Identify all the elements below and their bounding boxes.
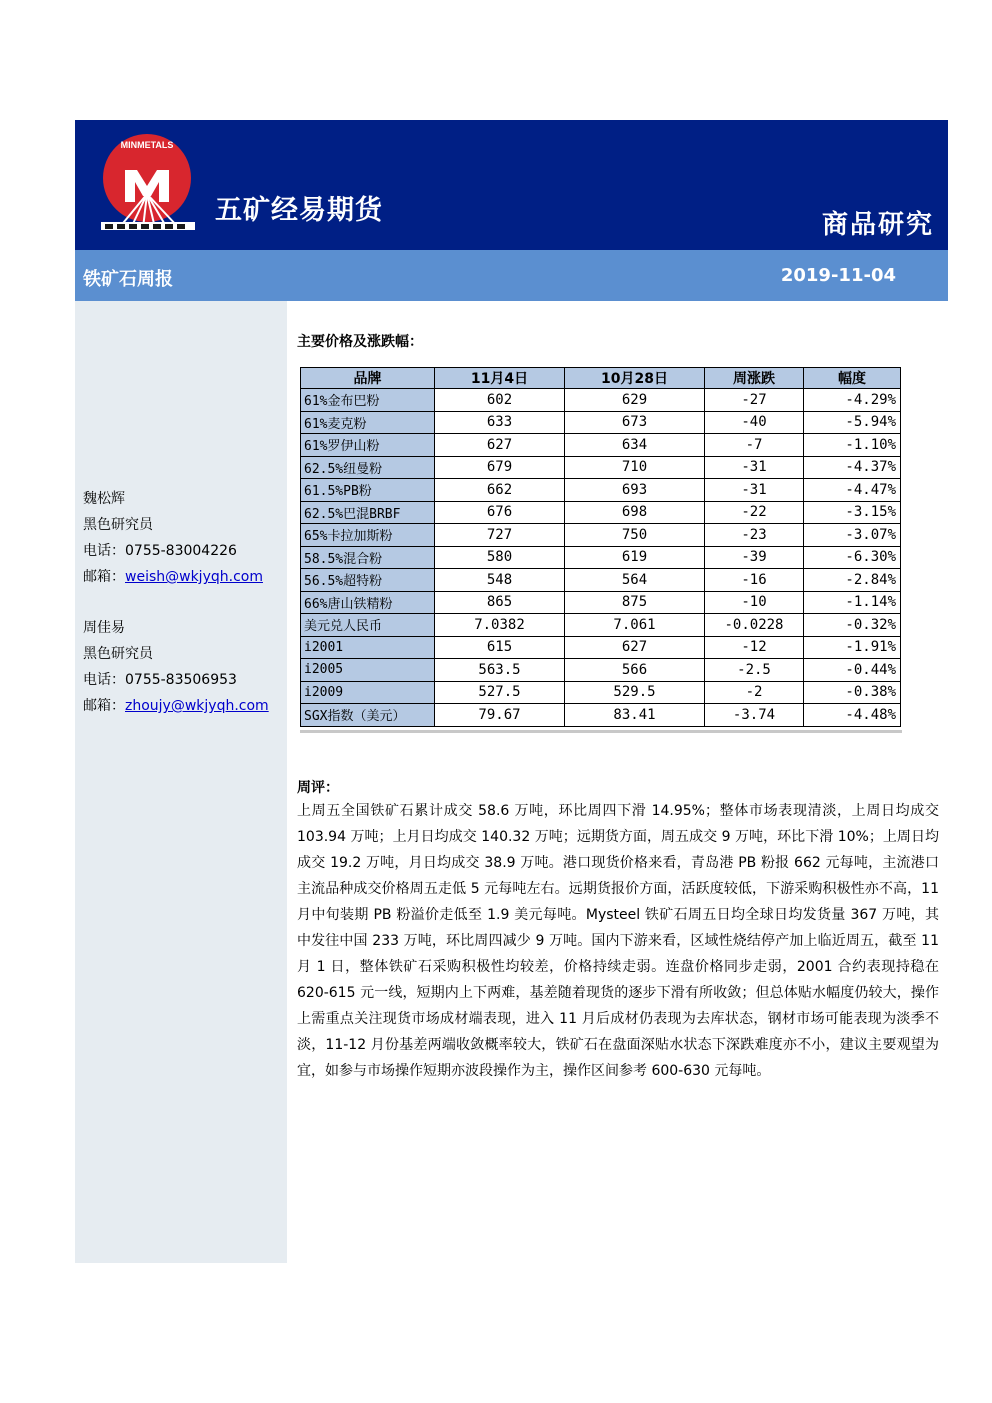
brand-name: 五矿经易期货 <box>215 195 383 226</box>
value-cell: 566 <box>565 659 705 682</box>
value-cell: 548 <box>435 569 565 592</box>
value-cell: -31 <box>705 456 804 479</box>
section-title: 商品研究 <box>821 210 934 240</box>
value-cell: 679 <box>435 456 565 479</box>
value-cell: 865 <box>435 591 565 614</box>
value-cell: 619 <box>565 546 705 569</box>
product-name-cell: 62.5%巴混BRBF <box>301 501 435 524</box>
value-cell: -4.47% <box>804 479 901 502</box>
value-cell: 627 <box>435 434 565 457</box>
minmetals-logo-icon <box>99 130 199 236</box>
value-cell: -1.10% <box>804 434 901 457</box>
table-row <box>301 591 901 614</box>
column-header: 幅度 <box>804 368 901 389</box>
value-cell: 634 <box>565 434 705 457</box>
value-cell: 875 <box>565 591 705 614</box>
value-cell: 627 <box>565 636 705 659</box>
table-row <box>301 681 901 704</box>
report-date: 2019-11-04 <box>780 265 896 286</box>
analyst-name: 周佳易 <box>83 620 125 636</box>
report-bar <box>75 250 948 301</box>
value-cell: -1.91% <box>804 636 901 659</box>
value-cell: -27 <box>705 389 804 412</box>
analyst-email-row <box>83 564 263 590</box>
value-cell: 629 <box>565 389 705 412</box>
product-name-cell: 61%罗伊山粉 <box>301 434 435 457</box>
table-row <box>301 704 901 727</box>
value-cell: 710 <box>565 456 705 479</box>
value-cell: 79.67 <box>435 704 565 727</box>
product-name-cell: 61.5%PB粉 <box>301 479 435 502</box>
analyst-role: 黑色研究员 <box>83 646 153 662</box>
email-label: 邮箱： <box>83 698 125 714</box>
column-header: 10月28日 <box>565 368 705 389</box>
product-name-cell: 62.5%纽曼粉 <box>301 456 435 479</box>
value-cell: -4.48% <box>804 704 901 727</box>
value-cell: -16 <box>705 569 804 592</box>
product-name-cell: 56.5%超特粉 <box>301 569 435 592</box>
table-row <box>301 411 901 434</box>
analyst-email-link[interactable]: weish@wkjyqh.com <box>125 569 263 585</box>
value-cell: -2.84% <box>804 569 901 592</box>
analyst-card <box>83 486 263 590</box>
value-cell: 7.061 <box>565 614 705 637</box>
value-cell: 615 <box>435 636 565 659</box>
value-cell: 7.0382 <box>435 614 565 637</box>
value-cell: 564 <box>565 569 705 592</box>
table-row <box>301 456 901 479</box>
value-cell: -5.94% <box>804 411 901 434</box>
email-label: 邮箱： <box>83 569 125 585</box>
value-cell: -2 <box>705 681 804 704</box>
value-cell: 750 <box>565 524 705 547</box>
table-row <box>301 659 901 682</box>
value-cell: -0.44% <box>804 659 901 682</box>
value-cell: 563.5 <box>435 659 565 682</box>
value-cell: -23 <box>705 524 804 547</box>
value-cell: -4.37% <box>804 456 901 479</box>
product-name-cell: i2009 <box>301 681 435 704</box>
value-cell: -4.29% <box>804 389 901 412</box>
value-cell: 698 <box>565 501 705 524</box>
table-row <box>301 569 901 592</box>
analyst-name: 魏松辉 <box>83 491 125 507</box>
value-cell: 633 <box>435 411 565 434</box>
value-cell: -7 <box>705 434 804 457</box>
value-cell: -22 <box>705 501 804 524</box>
table-row <box>301 524 901 547</box>
value-cell: -3.07% <box>804 524 901 547</box>
analyst-phone: 电话：0755-83506953 <box>83 672 237 688</box>
analyst-email-row <box>83 693 269 719</box>
value-cell: -10 <box>705 591 804 614</box>
value-cell: -31 <box>705 479 804 502</box>
value-cell: 529.5 <box>565 681 705 704</box>
product-name-cell: 66%唐山铁精粉 <box>301 591 435 614</box>
value-cell: -39 <box>705 546 804 569</box>
value-cell: -40 <box>705 411 804 434</box>
value-cell: -6.30% <box>804 546 901 569</box>
value-cell: 673 <box>565 411 705 434</box>
table-row <box>301 614 901 637</box>
price-table <box>300 367 901 727</box>
price-table-title: 主要价格及涨跌幅： <box>297 334 423 350</box>
product-name-cell: i2005 <box>301 659 435 682</box>
product-name-cell: SGX指数（美元） <box>301 704 435 727</box>
value-cell: 83.41 <box>565 704 705 727</box>
value-cell: -3.74 <box>705 704 804 727</box>
value-cell: -0.38% <box>804 681 901 704</box>
column-header: 周涨跌 <box>705 368 804 389</box>
value-cell: -2.5 <box>705 659 804 682</box>
value-cell: 693 <box>565 479 705 502</box>
value-cell: 662 <box>435 479 565 502</box>
table-row <box>301 389 901 412</box>
analyst-phone: 电话：0755-83004226 <box>83 543 237 559</box>
table-row <box>301 501 901 524</box>
value-cell: -12 <box>705 636 804 659</box>
analyst-card <box>83 615 269 719</box>
value-cell: 527.5 <box>435 681 565 704</box>
table-row <box>301 434 901 457</box>
product-name-cell: 58.5%混合粉 <box>301 546 435 569</box>
value-cell: 602 <box>435 389 565 412</box>
value-cell: -0.32% <box>804 614 901 637</box>
product-name-cell: i2001 <box>301 636 435 659</box>
value-cell: 727 <box>435 524 565 547</box>
report-title: 铁矿石周报 <box>83 269 173 290</box>
value-cell: -3.15% <box>804 501 901 524</box>
table-shadow-divider <box>300 730 902 733</box>
analyst-email-link[interactable]: zhoujy@wkjyqh.com <box>125 698 269 714</box>
column-header: 品牌 <box>301 368 435 389</box>
table-row <box>301 636 901 659</box>
svg-text:MINMETALS: MINMETALS <box>120 140 174 150</box>
column-header: 11月4日 <box>435 368 565 389</box>
table-row <box>301 479 901 502</box>
product-name-cell: 61%金布巴粉 <box>301 389 435 412</box>
table-row <box>301 546 901 569</box>
header-banner <box>75 120 948 250</box>
analyst-role: 黑色研究员 <box>83 517 153 533</box>
value-cell: 580 <box>435 546 565 569</box>
value-cell: -0.0228 <box>705 614 804 637</box>
analyst-sidebar <box>75 301 287 1263</box>
value-cell: -1.14% <box>804 591 901 614</box>
review-paragraph: 上周五全国铁矿石累计成交 58.6 万吨，环比周四下滑 14.95%；整体市场表现清淡，上周日均成交 103.94 万吨；上月日均成交 140.32 万吨；远期货方面，周五成交 9 万吨，环比下滑 10%；上周日均成交 19.2 万吨，月日均成交 38.9 万吨。港口现货价格来看，青岛港 PB 粉报 662 元每吨，主流港口主流品种成交价格周五走低 5 元每吨左右。远期货报价方面，活跃度较低，下游采购积极性亦不高，11 月中旬装期 PB 粉溢价走低至 1.9 美元每吨。Mysteel 铁矿石周五日均全球日均发货量 367 万吨，其中发往中国 233 万吨，环比周四减少 9 万吨。国内下游来看，区域性烧结停产加上临近周五，截至 11 月 1 日，整体铁矿石采购积极性均较差，价格持续走弱。连盘价格同步走弱，2001 合约表现持稳在 620-615 元一线，短期内上下两难，基差随着现货的逐步下滑有所收敛；但总体贴水幅度仍较大，操作上需重点关注现货市场成材端表现，进入 11 月后成材仍表现为去库状态，钢材市场可能表现为淡季不淡，11-12 月份基差两端收敛概率较大，铁矿石在盘面深贴水状态下深跌难度亦不小，建议主要观望为宜，如参与市场操作短期亦波段操作为主，操作区间参考 600-630 元每吨。 <box>297 803 939 1079</box>
product-name-cell: 美元兑人民币 <box>301 614 435 637</box>
review-title: 周评： <box>297 780 339 796</box>
product-name-cell: 65%卡拉加斯粉 <box>301 524 435 547</box>
product-name-cell: 61%麦克粉 <box>301 411 435 434</box>
table-header-row <box>301 368 901 389</box>
value-cell: 676 <box>435 501 565 524</box>
